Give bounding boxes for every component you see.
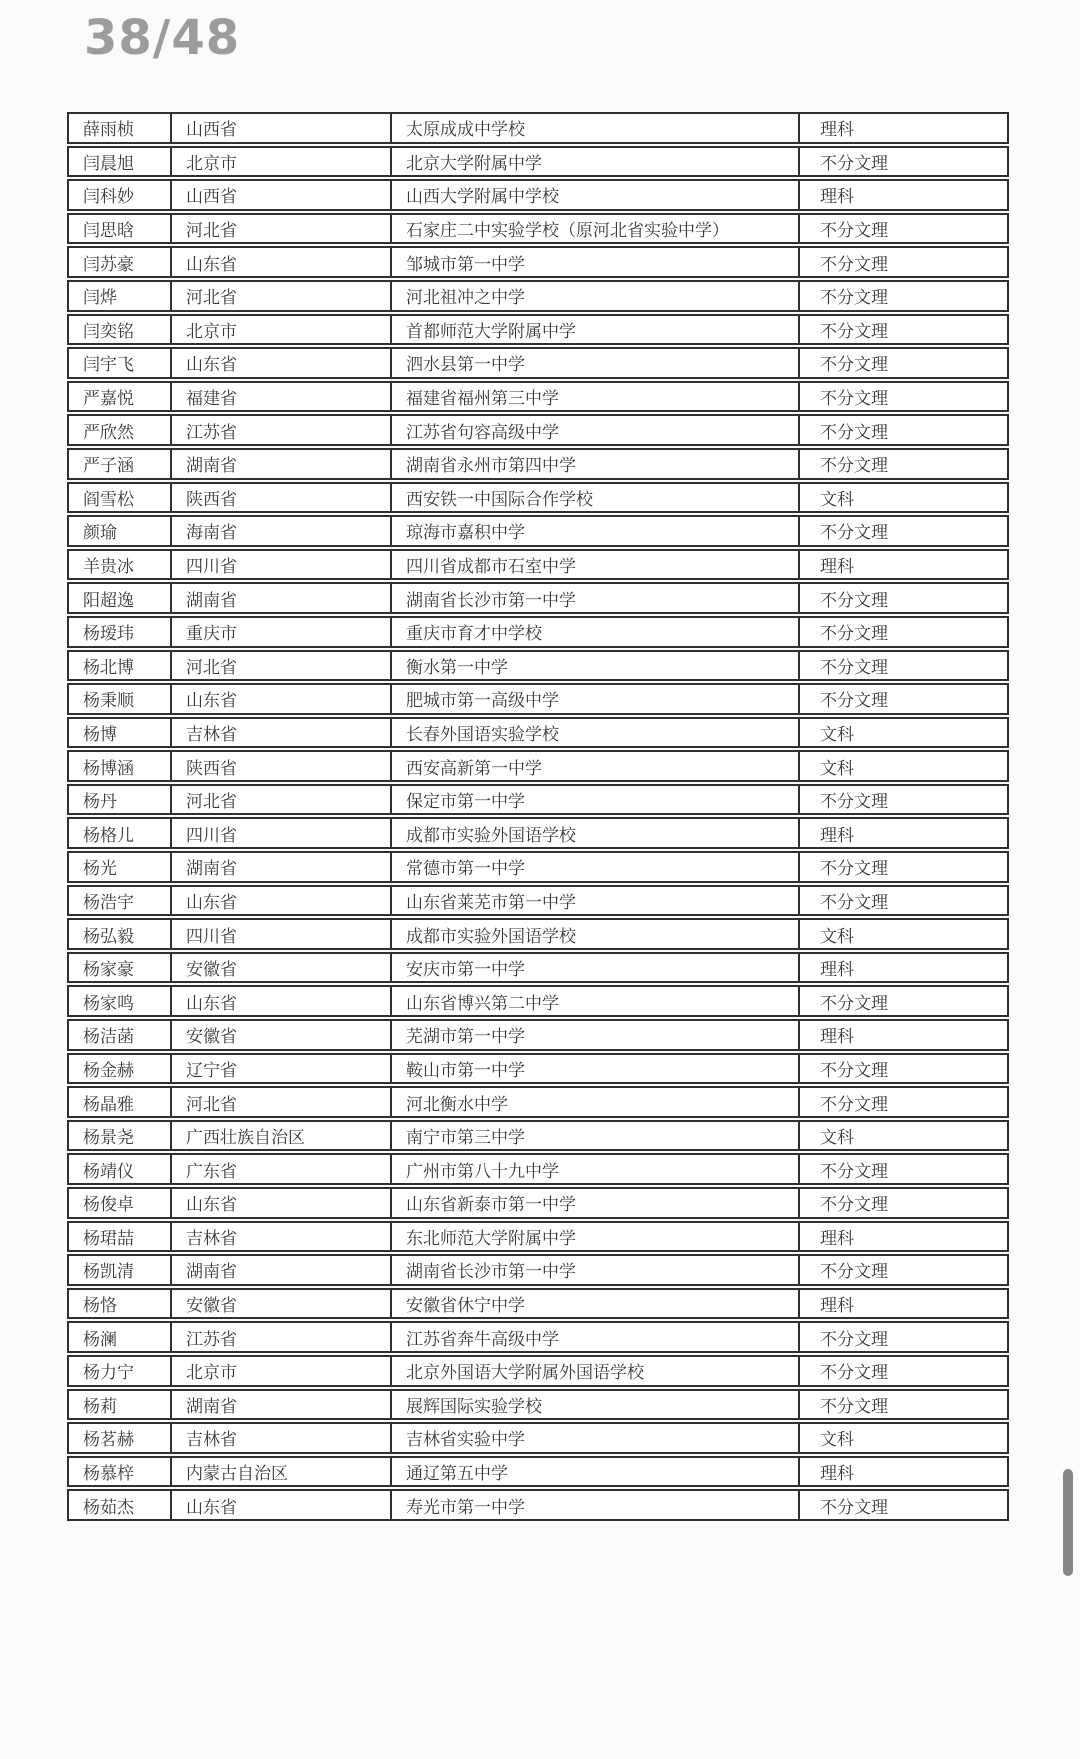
subject-track-cell: 理科: [798, 952, 1009, 984]
school-cell: 河北祖冲之中学: [390, 280, 798, 312]
table-row: [67, 616, 1009, 648]
page-indicator: 38/48: [84, 10, 241, 66]
student-name-cell: 杨茗赫: [67, 1422, 170, 1454]
subject-track-cell: 不分文理: [798, 1086, 1009, 1118]
table-row: [67, 817, 1009, 849]
school-cell: 石家庄二中实验学校（原河北省实验中学）: [390, 213, 798, 245]
school-cell: 安徽省休宁中学: [390, 1288, 798, 1320]
subject-track-cell: 文科: [798, 717, 1009, 749]
student-name-cell: 杨澜: [67, 1321, 170, 1353]
table-row: [67, 851, 1009, 883]
school-cell: 重庆市育才中学校: [390, 616, 798, 648]
student-name-cell: 闫科妙: [67, 179, 170, 211]
table-row: [67, 549, 1009, 581]
table-row: [67, 683, 1009, 715]
student-name-cell: 杨莉: [67, 1389, 170, 1421]
province-cell: 海南省: [170, 515, 390, 547]
subject-track-cell: 文科: [798, 1422, 1009, 1454]
table-row: [67, 515, 1009, 547]
subject-track-cell: 不分文理: [798, 582, 1009, 614]
table-row: [67, 1153, 1009, 1185]
student-table: [67, 110, 1009, 1523]
subject-track-cell: 不分文理: [798, 246, 1009, 278]
school-cell: 芜湖市第一中学: [390, 1019, 798, 1051]
subject-track-cell: 文科: [798, 750, 1009, 782]
province-cell: 湖南省: [170, 582, 390, 614]
province-cell: 吉林省: [170, 717, 390, 749]
subject-track-cell: 不分文理: [798, 851, 1009, 883]
province-cell: 安徽省: [170, 1019, 390, 1051]
school-cell: 山东省博兴第二中学: [390, 985, 798, 1017]
student-name-cell: 杨北博: [67, 650, 170, 682]
province-cell: 河北省: [170, 650, 390, 682]
table-row: [67, 381, 1009, 413]
school-cell: 湖南省长沙市第一中学: [390, 582, 798, 614]
province-cell: 湖南省: [170, 851, 390, 883]
table-row: [67, 717, 1009, 749]
student-name-cell: 杨靖仪: [67, 1153, 170, 1185]
table-row: [67, 347, 1009, 379]
school-cell: 北京外国语大学附属外国语学校: [390, 1355, 798, 1387]
subject-track-cell: 不分文理: [798, 616, 1009, 648]
table-row: [67, 784, 1009, 816]
table-row: [67, 112, 1009, 144]
table-row: [67, 1389, 1009, 1421]
school-cell: 福建省福州第三中学: [390, 381, 798, 413]
province-cell: 河北省: [170, 280, 390, 312]
subject-track-cell: 理科: [798, 549, 1009, 581]
province-cell: 湖南省: [170, 448, 390, 480]
subject-track-cell: 文科: [798, 1120, 1009, 1152]
student-name-cell: 杨丹: [67, 784, 170, 816]
school-cell: 长春外国语实验学校: [390, 717, 798, 749]
student-name-cell: 杨恪: [67, 1288, 170, 1320]
province-cell: 山东省: [170, 246, 390, 278]
student-name-cell: 闫烨: [67, 280, 170, 312]
table-row: [67, 414, 1009, 446]
school-cell: 展辉国际实验学校: [390, 1389, 798, 1421]
subject-track-cell: 不分文理: [798, 1355, 1009, 1387]
student-name-cell: 杨格儿: [67, 817, 170, 849]
school-cell: 湖南省永州市第四中学: [390, 448, 798, 480]
student-name-cell: 杨家鸣: [67, 985, 170, 1017]
province-cell: 山东省: [170, 1489, 390, 1521]
subject-track-cell: 理科: [798, 1019, 1009, 1051]
student-name-cell: 杨光: [67, 851, 170, 883]
student-name-cell: 杨晶雅: [67, 1086, 170, 1118]
table-row: [67, 246, 1009, 278]
province-cell: 内蒙古自治区: [170, 1456, 390, 1488]
province-cell: 四川省: [170, 817, 390, 849]
province-cell: 江苏省: [170, 1321, 390, 1353]
student-name-cell: 杨慕梓: [67, 1456, 170, 1488]
school-cell: 鞍山市第一中学: [390, 1053, 798, 1085]
province-cell: 山西省: [170, 179, 390, 211]
school-cell: 北京大学附属中学: [390, 146, 798, 178]
school-cell: 保定市第一中学: [390, 784, 798, 816]
subject-track-cell: 不分文理: [798, 414, 1009, 446]
student-name-cell: 杨博涵: [67, 750, 170, 782]
school-cell: 寿光市第一中学: [390, 1489, 798, 1521]
province-cell: 重庆市: [170, 616, 390, 648]
province-cell: 河北省: [170, 784, 390, 816]
subject-track-cell: 不分文理: [798, 683, 1009, 715]
province-cell: 山东省: [170, 347, 390, 379]
school-cell: 山东省新泰市第一中学: [390, 1187, 798, 1219]
table-row: [67, 1321, 1009, 1353]
subject-track-cell: 不分文理: [798, 1053, 1009, 1085]
subject-track-cell: 不分文理: [798, 381, 1009, 413]
table-row: [67, 650, 1009, 682]
province-cell: 河北省: [170, 213, 390, 245]
student-name-cell: 薛雨桢: [67, 112, 170, 144]
table-row: [67, 582, 1009, 614]
subject-track-cell: 不分文理: [798, 448, 1009, 480]
school-cell: 河北衡水中学: [390, 1086, 798, 1118]
subject-track-cell: 理科: [798, 1288, 1009, 1320]
student-name-cell: 杨金赫: [67, 1053, 170, 1085]
school-cell: 肥城市第一高级中学: [390, 683, 798, 715]
student-name-cell: 严嘉悦: [67, 381, 170, 413]
province-cell: 山东省: [170, 1187, 390, 1219]
school-cell: 广州市第八十九中学: [390, 1153, 798, 1185]
table-row: [67, 1456, 1009, 1488]
province-cell: 吉林省: [170, 1221, 390, 1253]
student-name-cell: 杨景尧: [67, 1120, 170, 1152]
table-row: [67, 448, 1009, 480]
province-cell: 山西省: [170, 112, 390, 144]
table-row: [67, 1120, 1009, 1152]
student-name-cell: 闫宇飞: [67, 347, 170, 379]
school-cell: 四川省成都市石室中学: [390, 549, 798, 581]
table-row: [67, 179, 1009, 211]
student-name-cell: 羊贵冰: [67, 549, 170, 581]
subject-track-cell: 文科: [798, 918, 1009, 950]
table-row: [67, 1221, 1009, 1253]
subject-track-cell: 不分文理: [798, 1187, 1009, 1219]
subject-track-cell: 不分文理: [798, 985, 1009, 1017]
subject-track-cell: 不分文理: [798, 1321, 1009, 1353]
province-cell: 陕西省: [170, 482, 390, 514]
table-row: [67, 280, 1009, 312]
student-name-cell: 严子涵: [67, 448, 170, 480]
table-row: [67, 750, 1009, 782]
subject-track-cell: 理科: [798, 179, 1009, 211]
school-cell: 成都市实验外国语学校: [390, 918, 798, 950]
province-cell: 北京市: [170, 314, 390, 346]
student-name-cell: 杨浩宇: [67, 885, 170, 917]
table-row: [67, 1355, 1009, 1387]
table-row: [67, 1086, 1009, 1118]
province-cell: 北京市: [170, 1355, 390, 1387]
student-name-cell: 杨力宁: [67, 1355, 170, 1387]
school-cell: 泗水县第一中学: [390, 347, 798, 379]
subject-track-cell: 不分文理: [798, 1153, 1009, 1185]
student-name-cell: 阎雪松: [67, 482, 170, 514]
table-row: [67, 1053, 1009, 1085]
student-name-cell: 闫苏豪: [67, 246, 170, 278]
school-cell: 琼海市嘉积中学: [390, 515, 798, 547]
subject-track-cell: 不分文理: [798, 213, 1009, 245]
province-cell: 四川省: [170, 549, 390, 581]
subject-track-cell: 不分文理: [798, 146, 1009, 178]
table-row: [67, 482, 1009, 514]
subject-track-cell: 不分文理: [798, 650, 1009, 682]
subject-track-cell: 不分文理: [798, 1489, 1009, 1521]
subject-track-cell: 不分文理: [798, 885, 1009, 917]
province-cell: 陕西省: [170, 750, 390, 782]
province-cell: 山东省: [170, 885, 390, 917]
student-name-cell: 杨弘毅: [67, 918, 170, 950]
subject-track-cell: 理科: [798, 1221, 1009, 1253]
student-name-cell: 杨家豪: [67, 952, 170, 984]
table-row: [67, 885, 1009, 917]
student-name-cell: 杨凯清: [67, 1254, 170, 1286]
student-name-cell: 杨茹杰: [67, 1489, 170, 1521]
province-cell: 广东省: [170, 1153, 390, 1185]
province-cell: 湖南省: [170, 1254, 390, 1286]
table-row: [67, 1288, 1009, 1320]
province-cell: 安徽省: [170, 1288, 390, 1320]
student-name-cell: 闫思晗: [67, 213, 170, 245]
scrollbar-thumb[interactable]: [1063, 1469, 1073, 1576]
subject-track-cell: 不分文理: [798, 784, 1009, 816]
table-row: [67, 1019, 1009, 1051]
subject-track-cell: 不分文理: [798, 314, 1009, 346]
student-name-cell: 杨俊卓: [67, 1187, 170, 1219]
school-cell: 常德市第一中学: [390, 851, 798, 883]
table-row: [67, 1254, 1009, 1286]
student-name-cell: 杨洁菡: [67, 1019, 170, 1051]
province-cell: 辽宁省: [170, 1053, 390, 1085]
province-cell: 四川省: [170, 918, 390, 950]
school-cell: 湖南省长沙市第一中学: [390, 1254, 798, 1286]
school-cell: 吉林省实验中学: [390, 1422, 798, 1454]
table-row: [67, 985, 1009, 1017]
table-row: [67, 1187, 1009, 1219]
student-name-cell: 颜瑜: [67, 515, 170, 547]
province-cell: 广西壮族自治区: [170, 1120, 390, 1152]
school-cell: 江苏省奔牛高级中学: [390, 1321, 798, 1353]
province-cell: 湖南省: [170, 1389, 390, 1421]
school-cell: 成都市实验外国语学校: [390, 817, 798, 849]
school-cell: 首都师范大学附属中学: [390, 314, 798, 346]
subject-track-cell: 不分文理: [798, 515, 1009, 547]
subject-track-cell: 文科: [798, 482, 1009, 514]
student-name-cell: 杨博: [67, 717, 170, 749]
province-cell: 吉林省: [170, 1422, 390, 1454]
table-row: [67, 1489, 1009, 1521]
province-cell: 北京市: [170, 146, 390, 178]
subject-track-cell: 理科: [798, 1456, 1009, 1488]
student-name-cell: 杨秉顺: [67, 683, 170, 715]
subject-track-cell: 不分文理: [798, 347, 1009, 379]
province-cell: 山东省: [170, 985, 390, 1017]
subject-track-cell: 不分文理: [798, 1254, 1009, 1286]
province-cell: 江苏省: [170, 414, 390, 446]
subject-track-cell: 不分文理: [798, 1389, 1009, 1421]
table-row: [67, 213, 1009, 245]
school-cell: 衡水第一中学: [390, 650, 798, 682]
province-cell: 安徽省: [170, 952, 390, 984]
student-name-cell: 闫晨旭: [67, 146, 170, 178]
school-cell: 东北师范大学附属中学: [390, 1221, 798, 1253]
school-cell: 西安铁一中国际合作学校: [390, 482, 798, 514]
table-row: [67, 146, 1009, 178]
school-cell: 太原成成中学校: [390, 112, 798, 144]
subject-track-cell: 理科: [798, 817, 1009, 849]
school-cell: 安庆市第一中学: [390, 952, 798, 984]
student-name-cell: 杨珺喆: [67, 1221, 170, 1253]
school-cell: 江苏省句容高级中学: [390, 414, 798, 446]
school-cell: 邹城市第一中学: [390, 246, 798, 278]
school-cell: 山西大学附属中学校: [390, 179, 798, 211]
subject-track-cell: 不分文理: [798, 280, 1009, 312]
student-name-cell: 阳超逸: [67, 582, 170, 614]
school-cell: 南宁市第三中学: [390, 1120, 798, 1152]
table-row: [67, 918, 1009, 950]
subject-track-cell: 理科: [798, 112, 1009, 144]
province-cell: 山东省: [170, 683, 390, 715]
table-row: [67, 952, 1009, 984]
province-cell: 河北省: [170, 1086, 390, 1118]
table-row: [67, 1422, 1009, 1454]
student-name-cell: 严欣然: [67, 414, 170, 446]
province-cell: 福建省: [170, 381, 390, 413]
student-name-cell: 杨瑷玮: [67, 616, 170, 648]
student-name-cell: 闫奕铭: [67, 314, 170, 346]
school-cell: 西安高新第一中学: [390, 750, 798, 782]
table-row: [67, 314, 1009, 346]
school-cell: 通辽第五中学: [390, 1456, 798, 1488]
school-cell: 山东省莱芜市第一中学: [390, 885, 798, 917]
